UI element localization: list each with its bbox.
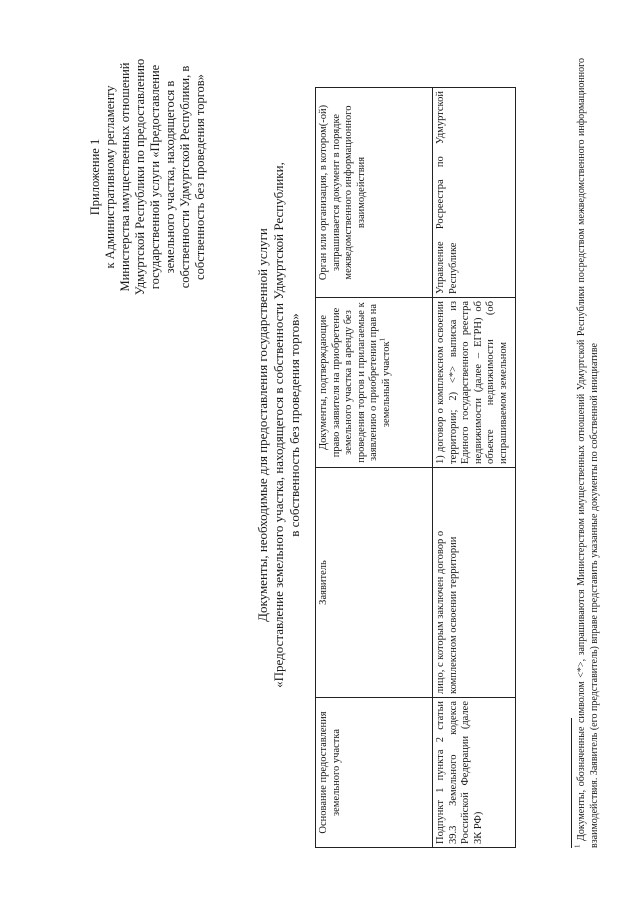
title-line: в собственность без проведения торгов» [287,313,302,537]
appendix-line: собственности Удмуртской Республики, в [178,65,192,289]
cell-documents: 1) договор о комплексном освоении территории; 2) <*> выписка из Единого государственного реестра недвижимости (далее – ЕГРН) об объекте недвижимости (об испрашиваемом земельном [433,298,516,468]
header-documents [316,298,433,468]
title-line: Документы, необходимые для предоставления государственной услуги [255,228,270,622]
appendix-line: Приложение 1 [88,138,102,216]
table-row [433,88,516,848]
header-applicant: Заявитель [316,468,433,698]
appendix-line: государственной услуги «Предоставление [148,64,162,290]
documents-table [315,87,516,848]
appendix-line: к Административному регламенту [103,85,117,269]
appendix-line: Удмуртской Республики по предоставлению [133,58,147,296]
appendix-line: земельного участка, находящегося в [163,80,177,274]
footnote-mark: 1 [573,844,582,848]
footnote-text: Документы, обозначенные символом <*>, запрашиваются Министерством имущественных отношений Удмуртской Республики посредством межведомственного информационного взаимодействия. Заявитель (его представитель) вправе представить указанные документы по собственной инициативе [576,58,600,848]
table-header-row [316,88,433,848]
footnote-ref: 1 [378,337,386,342]
cell-basis: Подпункт 1 пункта 2 статьи 39.3 Земельного кодекса Российской Федерации (далее ЗК РФ) [433,698,516,848]
header-documents-text: Документы, подтверждающие право заявителя на приобретение земельного участка в аренду без проведения торгов и прилагаемые к заявлению о приобретении прав на земельный участок [318,302,392,463]
title-line: «Предоставление земельного участка, находящегося в собственности Удмуртской Республики, [271,162,286,688]
document-title [255,145,303,705]
footnote [573,58,601,848]
appendix-line: собственность без проведения торгов» [193,74,207,280]
header-authority: Орган или организация, в котором(-ой) запрашивается документ в порядке межведомственного информационного взаимодействия [316,88,433,298]
cell-applicant: лицо, с которым заключен договор о комплексном освоении территории [433,468,516,698]
appendix-header [88,52,208,302]
cell-authority: Управление Росреестра по Удмуртской Республике [433,88,516,298]
footnote-divider [571,718,572,848]
appendix-line: Министерства имущественных отношений [118,62,132,292]
header-basis: Основание предоставления земельного участка [316,698,433,848]
